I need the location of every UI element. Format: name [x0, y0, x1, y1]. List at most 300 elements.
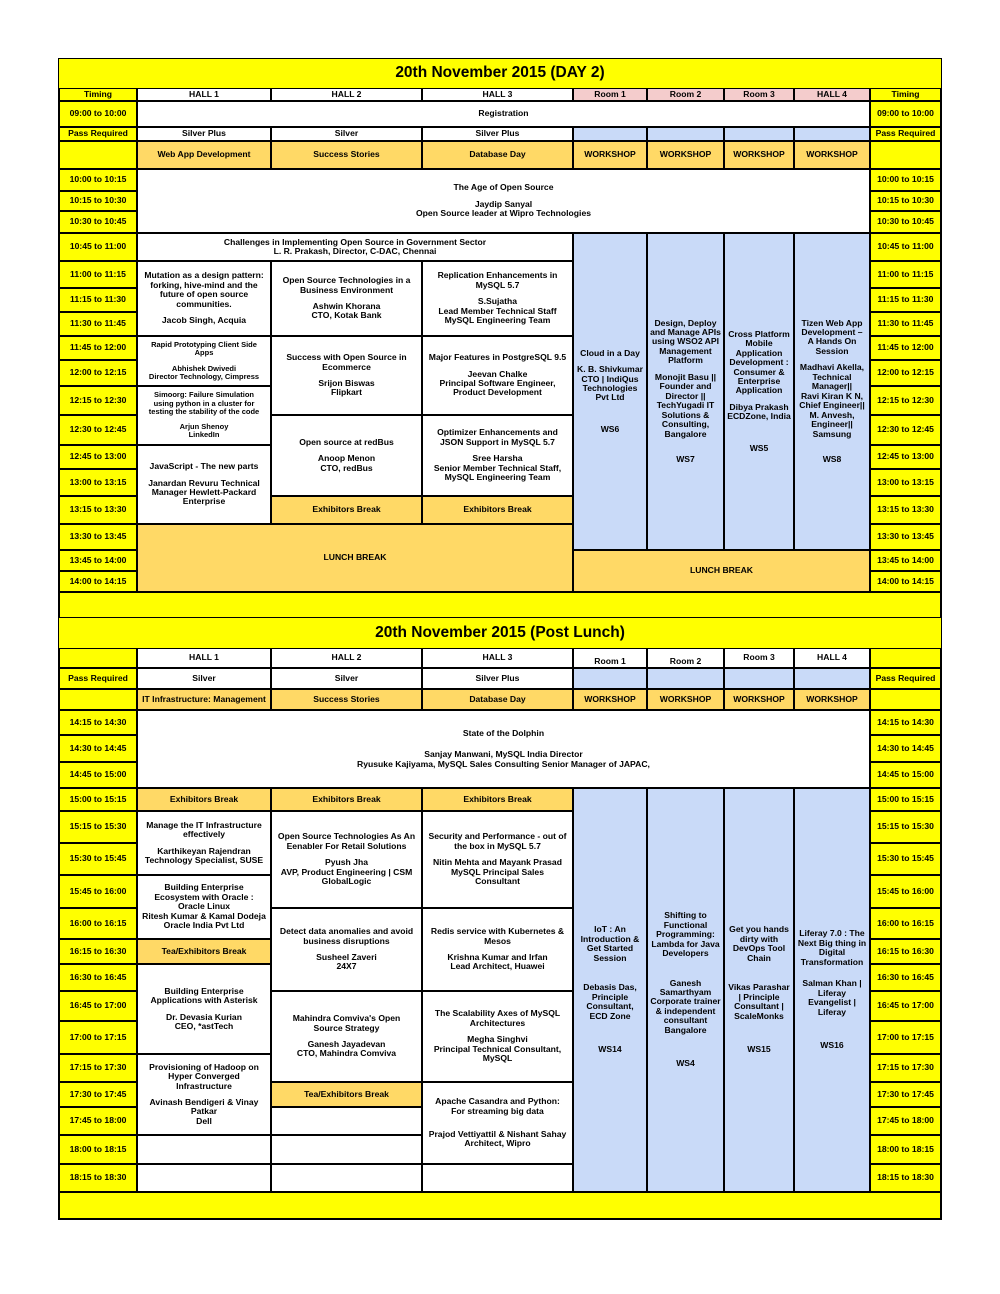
lunch-break-workshops: LUNCH BREAK	[573, 550, 870, 592]
session-title: using python in a cluster for	[153, 398, 255, 408]
room2-pass	[647, 668, 724, 689]
speaker: Dibya Prakash	[729, 401, 789, 412]
room1-track: WORKSHOP	[573, 141, 647, 169]
session-title: Apache Casandra and Python:	[435, 1096, 560, 1107]
session-title: Major Features in PostgreSQL 9.5	[428, 352, 567, 363]
hall4-header: HALL 4	[794, 88, 870, 101]
session-title: dirty with	[739, 933, 779, 944]
workshop-code: WS16	[820, 1040, 844, 1051]
session-redis-kubernetes	[422, 908, 573, 991]
session-title: Replication Enhancements in	[437, 270, 558, 281]
session-title: Source Strategy	[313, 1022, 380, 1033]
session-mutation-design-pattern	[137, 261, 271, 336]
speaker: Janardan Revuru Technical	[148, 477, 260, 488]
time-slot: 16:30 to 16:45	[59, 964, 137, 991]
time-slot: 15:15 to 15:30	[59, 811, 137, 843]
header-spacer	[59, 648, 137, 668]
keynote-age-of-open-source	[137, 169, 870, 233]
speaker: Karthikeyan Rajendran	[157, 845, 251, 856]
speaker-role: Oracle India Pvt Ltd	[163, 920, 245, 931]
time-slot: 17:45 to 18:00	[59, 1107, 137, 1135]
workshop-ws14-iot	[573, 788, 647, 1192]
time-slot: 16:00 to 16:15	[59, 908, 137, 939]
time-slot: 13:30 to 13:45	[870, 524, 941, 550]
speaker-role: Technology Specialist, SUSE	[144, 854, 264, 865]
speaker-role: Senior Member Technical Staff,	[433, 462, 562, 473]
time-slot: 12:00 to 12:15	[870, 360, 941, 386]
speaker-role: TechYugadi IT	[656, 400, 715, 411]
room2-track: WORKSHOP	[647, 689, 724, 710]
session-title: Consumer &	[733, 366, 785, 377]
hall1-pass: Silver	[137, 668, 271, 689]
speaker-role: Samsung	[812, 428, 852, 439]
session-title: Mobile	[745, 338, 773, 349]
post-lunch-title: 20th November 2015 (Post Lunch)	[59, 618, 941, 648]
session-simoorg	[137, 386, 271, 445]
session-title: Ecommerce	[322, 361, 371, 372]
session-title: testing the stability of the code	[148, 406, 260, 416]
session-title: Session	[593, 952, 627, 963]
time-slot: 18:15 to 18:30	[59, 1164, 137, 1192]
time-slot: 13:45 to 14:00	[870, 550, 941, 571]
track-spacer	[59, 141, 137, 169]
time-slot: 17:00 to 17:15	[870, 1021, 941, 1054]
time-slot: 11:45 to 12:00	[59, 336, 137, 360]
session-os-business-environment	[271, 261, 422, 336]
speaker: Vikas Parashar	[728, 982, 790, 993]
speaker: Dr. Devasia Kurian	[166, 1011, 242, 1022]
session-title: Redis service with Kubernetes &	[430, 926, 565, 937]
speaker-role: Enterprise	[182, 496, 226, 507]
pass-required-label: Pass Required	[59, 127, 137, 141]
session-title: Cloud in a Day	[580, 347, 640, 358]
workshop-ws5-mobile	[724, 233, 794, 550]
time-slot: 14:45 to 15:00	[59, 762, 137, 788]
hall1-header: HALL 1	[137, 648, 271, 668]
speaker-role: CTO | IndiQus	[581, 373, 639, 384]
track-spacer	[870, 141, 941, 169]
speaker: Monojit Basu ||	[654, 371, 717, 382]
speaker-role: Consulting,	[661, 419, 710, 430]
time-slot: 17:45 to 18:00	[870, 1107, 941, 1135]
timing-header-left: Timing	[59, 88, 137, 101]
session-title: MySQL 5.7	[475, 279, 520, 290]
speaker: Susheel Zaveri	[316, 952, 377, 962]
session-title: JSON Support in MySQL 5.7	[440, 436, 555, 447]
room2-header: Room 2	[647, 648, 724, 668]
session-oracle-linux	[137, 875, 271, 939]
session-title: The Scalability Axes of MySQL	[434, 1008, 561, 1019]
speaker-role: Liferay	[817, 987, 847, 998]
speaker-role: CTO, redBus	[320, 462, 373, 473]
speaker-role: MySQL Principal Sales	[451, 866, 544, 877]
speaker: M. Anvesh,	[809, 409, 855, 420]
speaker-role: MySQL Engineering Team	[444, 472, 551, 483]
time-slot: 12:15 to 12:30	[870, 386, 941, 415]
speaker: Sree Harsha	[472, 453, 523, 464]
hall2-pass: Silver	[271, 127, 422, 141]
time-slot: 16:45 to 17:00	[870, 991, 941, 1021]
hall4-track: WORKSHOP	[794, 689, 870, 710]
session-title: Application	[735, 385, 783, 396]
session-title: Mahindra Comviva's Open	[292, 1013, 401, 1024]
session-title: DevOps Tool	[732, 943, 786, 954]
time-slot: 15:45 to 16:00	[870, 875, 941, 908]
workshop-code: WS15	[747, 1044, 771, 1055]
tea-exhibitors-break: Tea/Exhibitors Break	[137, 939, 271, 964]
workshop-code: WS4	[676, 1058, 695, 1069]
section-spacer	[59, 1192, 941, 1219]
session-title: Cross Platform	[728, 328, 790, 339]
speaker: Jacob Singh, Acquia	[161, 315, 247, 326]
pass-required-label: Pass Required	[870, 668, 941, 689]
session-data-anomalies	[271, 908, 422, 991]
speaker-role: LinkedIn	[188, 430, 220, 440]
time-slot: 11:00 to 11:15	[59, 261, 137, 288]
timing-header-right: Timing	[870, 88, 941, 101]
hall3-header: HALL 3	[422, 648, 573, 668]
speaker: Jeevan Chalke	[467, 368, 528, 379]
time-slot: 15:30 to 15:45	[870, 843, 941, 875]
room1-header: Room 1	[573, 88, 647, 101]
speaker: Megha Singhvi	[467, 1034, 528, 1045]
session-title: Open Source Technologies As An	[277, 831, 416, 842]
session-title: JavaScript - The new parts	[149, 461, 259, 472]
speaker-role: Manager Hewlett-Packard	[151, 487, 257, 497]
hall2-track: Success Stories	[271, 689, 422, 710]
session-title: Design, Deploy	[654, 317, 717, 328]
time-slot: 13:45 to 14:00	[59, 550, 137, 571]
speaker-role: ECDZone, India	[727, 411, 791, 422]
time-slot: 16:45 to 17:00	[59, 991, 137, 1021]
time-slot: 11:15 to 11:30	[59, 288, 137, 312]
empty-slot	[422, 1164, 573, 1192]
session-title: using WSO2 API	[651, 336, 719, 347]
speaker: K. B. Shivkumar	[577, 364, 643, 375]
session-title: Chain	[747, 952, 771, 963]
speaker: Arjun Shenoy	[179, 422, 229, 432]
session-title: Liferay 7.0 : The	[799, 928, 865, 939]
speaker-role: Evangelist |	[808, 997, 856, 1008]
time-slot: 17:30 to 17:45	[870, 1082, 941, 1107]
speaker-role: | Principle	[738, 991, 780, 1002]
session-asterisk	[137, 964, 271, 1054]
room2-header: Room 2	[647, 88, 724, 101]
time-slot: 12:45 to 13:00	[59, 445, 137, 469]
speaker-role: Principal Technical Consultant,	[433, 1043, 562, 1054]
exhibitors-break: Exhibitors Break	[422, 496, 573, 524]
speaker-role: Corporate trainer	[650, 996, 721, 1007]
session-hadoop	[137, 1054, 271, 1135]
session-title: Application	[735, 347, 783, 358]
speaker-role: Lead Architect, Huawei	[450, 961, 545, 972]
time-slot: 18:00 to 18:15	[59, 1135, 137, 1164]
session-title: Management	[659, 345, 712, 356]
time-slot: 10:15 to 10:30	[59, 191, 137, 211]
session-title: Challenges in Implementing Open Source in Government Sector	[223, 236, 487, 247]
session-title: Eenabler For Retail Solutions	[286, 840, 407, 851]
hall1-header: HALL 1	[137, 88, 271, 101]
time-slot: 12:30 to 12:45	[59, 415, 137, 445]
time-slot: 14:45 to 15:00	[870, 762, 941, 788]
speaker: Ganesh	[669, 977, 702, 988]
speaker-role: Chief Engineer||	[799, 400, 865, 411]
workshop-code: WS6	[600, 423, 620, 434]
speaker: Salman Khan |	[802, 978, 862, 989]
speaker: Jaydip Sanyal	[474, 198, 533, 209]
time-slot: 16:30 to 16:45	[870, 964, 941, 991]
time-slot: 17:15 to 17:30	[870, 1054, 941, 1082]
workshop-code: WS7	[676, 453, 695, 464]
session-title: effectively	[182, 829, 226, 840]
session-javascript-new-parts	[137, 445, 271, 524]
time-slot: 15:00 to 15:15	[870, 788, 941, 811]
speaker-role: GlobalLogic	[321, 876, 372, 887]
speaker: Anoop Menon	[317, 453, 376, 464]
speaker: Ravi Kiran K N,	[800, 390, 864, 401]
session-postgresql-95	[422, 336, 573, 415]
time-slot: 14:30 to 14:45	[870, 735, 941, 762]
speaker: Madhavi Akella,	[799, 362, 865, 373]
session-title: Oracle Linux	[177, 901, 231, 912]
time-slot: 13:00 to 13:15	[59, 469, 137, 496]
time-slot: 18:00 to 18:15	[870, 1135, 941, 1164]
room3-track: WORKSHOP	[724, 141, 794, 169]
time-slot: 17:00 to 17:15	[59, 1021, 137, 1054]
time-slot: 11:45 to 12:00	[870, 336, 941, 360]
time-slot: 10:30 to 10:45	[59, 211, 137, 233]
session-title: Architectures	[469, 1017, 526, 1028]
speaker-role: Solutions &	[661, 409, 710, 420]
speaker-role: Lead Member Technical Staff	[438, 305, 557, 316]
hall4-pass	[794, 668, 870, 689]
workshop-ws4-functional	[647, 788, 724, 1192]
keynote-state-of-the-dolphin	[137, 710, 870, 788]
time-slot: 10:45 to 11:00	[59, 233, 137, 261]
speaker: Prajod Vettiyattil & Nishant Sahay	[428, 1129, 567, 1139]
session-title: IoT : An	[594, 924, 626, 935]
session-title: Session	[815, 345, 849, 356]
time-slot: 15:00 to 15:15	[59, 788, 137, 811]
session-manage-it-infrastructure	[137, 811, 271, 875]
session-title: Applications with Asterisk	[150, 995, 258, 1006]
session-title: Mesos	[484, 935, 511, 946]
session-title: Enterprise	[737, 376, 781, 386]
hall3-track: Database Day	[422, 141, 573, 169]
hall4-header: HALL 4	[794, 648, 870, 668]
speaker-role: consultant	[663, 1015, 708, 1026]
speaker: Patkar	[190, 1106, 218, 1117]
speaker-role: Technologies	[582, 383, 638, 393]
speaker: Ryusuke Kajiyama, MySQL Sales Consulting Senior Manager of JAPAC,	[357, 758, 650, 769]
room2-track: WORKSHOP	[647, 141, 724, 169]
speaker-role: Bangalore	[664, 1024, 707, 1035]
speaker: Ritesh Kumar & Kamal Dodeja	[142, 910, 266, 921]
time-slot: 15:15 to 15:30	[870, 811, 941, 843]
speaker: L. R. Prakash, Director, C-DAC, Chennai	[273, 246, 437, 256]
session-title: communities.	[176, 298, 232, 309]
room3-header: Room 3	[724, 648, 794, 668]
hall2-header: HALL 2	[271, 648, 422, 668]
track-spacer	[870, 689, 941, 710]
session-title: Security and Performance - out of	[428, 831, 567, 842]
empty-slot	[137, 1164, 271, 1192]
session-title: Manage the IT Infrastructure	[146, 819, 262, 830]
session-title: Open Source Technologies in a	[282, 275, 411, 286]
time-slot: 14:30 to 14:45	[59, 735, 137, 762]
speaker-role: CTO, Mahindra Comviva	[296, 1048, 397, 1059]
lunch-break: LUNCH BREAK	[137, 524, 573, 592]
hall1-track: Web App Development	[137, 141, 271, 169]
session-title: business disruptions	[303, 935, 390, 946]
speaker-role: Founder and	[659, 381, 712, 392]
speaker-role: Product Development	[453, 387, 542, 398]
time-slot: 09:00 to 10:00	[59, 101, 137, 127]
session-title: State of the Dolphin	[462, 727, 545, 738]
workshop-code: WS5	[749, 442, 769, 453]
speaker-role: ScaleMonks	[734, 1010, 784, 1021]
speaker: Ganesh Jayadevan	[307, 1039, 386, 1049]
time-slot: 15:30 to 15:45	[59, 843, 137, 875]
hall4-track: WORKSHOP	[794, 141, 870, 169]
schedule-table	[58, 58, 942, 1220]
time-slot: 10:00 to 10:15	[59, 169, 137, 191]
time-slot: 11:30 to 11:45	[59, 312, 137, 336]
session-title: Development :	[729, 357, 789, 368]
session-title: Building Enterprise	[164, 985, 244, 996]
section-spacer	[59, 592, 941, 618]
speaker-role: Principal Software Engineer,	[439, 378, 556, 388]
room1-pass	[573, 668, 647, 689]
speaker: Sanjay Manwani, MySQL India Director	[424, 749, 583, 760]
session-title: Developers	[662, 948, 709, 959]
session-optimizer-json	[422, 415, 573, 496]
session-retail-solutions	[271, 811, 422, 908]
workshop-code: WS8	[822, 453, 842, 464]
session-title: Optimizer Enhancements and	[437, 427, 558, 438]
session-title: A Hands On	[807, 336, 857, 347]
time-slot: 13:30 to 13:45	[59, 524, 137, 550]
time-slot: 11:00 to 11:15	[870, 261, 941, 288]
time-slot: 14:15 to 14:30	[870, 710, 941, 735]
session-title: Simoorg: Failure Simulation	[153, 390, 254, 400]
session-rapid-prototyping	[137, 336, 271, 386]
workshop-ws7-wso2	[647, 233, 724, 550]
hall2-header: HALL 2	[271, 88, 422, 101]
hall1-track: IT Infrastructure: Management	[137, 689, 271, 710]
time-slot: 18:15 to 18:30	[870, 1164, 941, 1192]
session-title: Provisioning of Hadoop on	[149, 1061, 259, 1072]
speaker-role: 24X7	[336, 961, 357, 972]
session-title: Apps	[194, 348, 214, 358]
session-title: Next Big thing in	[797, 937, 867, 948]
time-slot: 14:00 to 14:15	[59, 571, 137, 592]
session-title: Building Enterprise	[164, 882, 244, 893]
session-scalability-mysql	[422, 991, 573, 1082]
session-title: Transformation	[800, 956, 864, 967]
speaker-role: MySQL	[482, 1053, 513, 1064]
time-slot: 11:30 to 11:45	[870, 312, 941, 336]
session-title: Infrastructure	[176, 1080, 232, 1091]
registration: Registration	[137, 101, 870, 127]
speaker: Abhishek Dwivedi	[171, 363, 237, 373]
session-title: Ecosystem with Oracle :	[154, 891, 254, 902]
time-slot: 14:15 to 14:30	[59, 710, 137, 735]
pass-required-label: Pass Required	[59, 668, 137, 689]
speaker-role: Dell	[196, 1115, 212, 1126]
time-slot: 10:45 to 11:00	[870, 233, 941, 261]
time-slot: 13:15 to 13:30	[59, 496, 137, 524]
session-title: The Age of Open Source	[453, 182, 554, 193]
speaker-role: Liferay	[817, 1006, 847, 1017]
time-slot: 11:15 to 11:30	[870, 288, 941, 312]
tea-exhibitors-break: Tea/Exhibitors Break	[271, 1082, 422, 1107]
track-spacer	[59, 689, 137, 710]
session-title: future of open source	[159, 289, 249, 300]
exhibitors-break: Exhibitors Break	[422, 788, 573, 811]
exhibitors-break: Exhibitors Break	[271, 788, 422, 811]
hall4-pass	[794, 127, 870, 141]
time-slot: 16:15 to 16:30	[59, 939, 137, 964]
time-slot: 10:30 to 10:45	[870, 211, 941, 233]
session-open-source-redbus	[271, 415, 422, 496]
session-title: Business Environment	[299, 284, 394, 295]
session-title: forking, hive-mind and the	[150, 279, 258, 290]
session-title: Detect data anomalies and avoid	[279, 926, 414, 937]
speaker-role: Open Source leader at Wipro Technologies	[415, 208, 591, 219]
speaker-role: Bangalore	[664, 428, 707, 439]
speaker: Pyush Jha	[325, 857, 368, 868]
speaker-role: Architect, Wipro	[464, 1138, 531, 1149]
room3-header: Room 3	[724, 88, 794, 101]
speaker-role: & independent	[655, 1005, 716, 1016]
speaker: Samarthyam	[659, 987, 712, 997]
speaker-role: CTO, Kotak Bank	[311, 310, 382, 321]
time-slot: 10:15 to 10:30	[870, 191, 941, 211]
time-slot: 16:00 to 16:15	[870, 908, 941, 939]
hall3-pass: Silver Plus	[422, 668, 573, 689]
session-title: Introduction &	[580, 933, 640, 944]
room3-pass	[724, 668, 794, 689]
session-success-ecommerce	[271, 336, 422, 415]
session-title: Mutation as a design pattern:	[144, 270, 264, 281]
speaker-role: Consultant,	[586, 1001, 634, 1012]
session-title: Get you hands	[729, 924, 789, 935]
session-title: Get Started	[586, 943, 634, 954]
session-mahindra-comviva	[271, 991, 422, 1082]
speaker: Avinash Bendigeri & Vinay	[149, 1097, 259, 1107]
speaker: Debasis Das,	[583, 982, 637, 993]
exhibitors-break: Exhibitors Break	[271, 496, 422, 524]
session-title: For streaming big data	[451, 1105, 544, 1116]
session-security-performance-mysql	[422, 811, 573, 908]
room3-pass	[724, 127, 794, 141]
speaker-role: Flipkart	[330, 387, 363, 398]
hall3-pass: Silver Plus	[422, 127, 573, 141]
session-title: Shifting to	[664, 910, 707, 921]
time-slot: 12:15 to 12:30	[59, 386, 137, 415]
time-slot: 14:00 to 14:15	[870, 571, 941, 592]
session-title: and Manage APIs	[650, 327, 721, 337]
speaker-role: Pvt Ltd	[595, 392, 625, 403]
session-title: Development –	[801, 327, 863, 337]
session-title: Rapid Prototyping Client Side	[151, 340, 257, 349]
time-slot: 13:00 to 13:15	[870, 469, 941, 496]
empty-slot	[137, 1135, 271, 1164]
speaker-role: Consultant	[475, 876, 520, 887]
day2-title: 20th November 2015 (DAY 2)	[59, 59, 941, 87]
workshop-ws15-devops	[724, 788, 794, 1192]
